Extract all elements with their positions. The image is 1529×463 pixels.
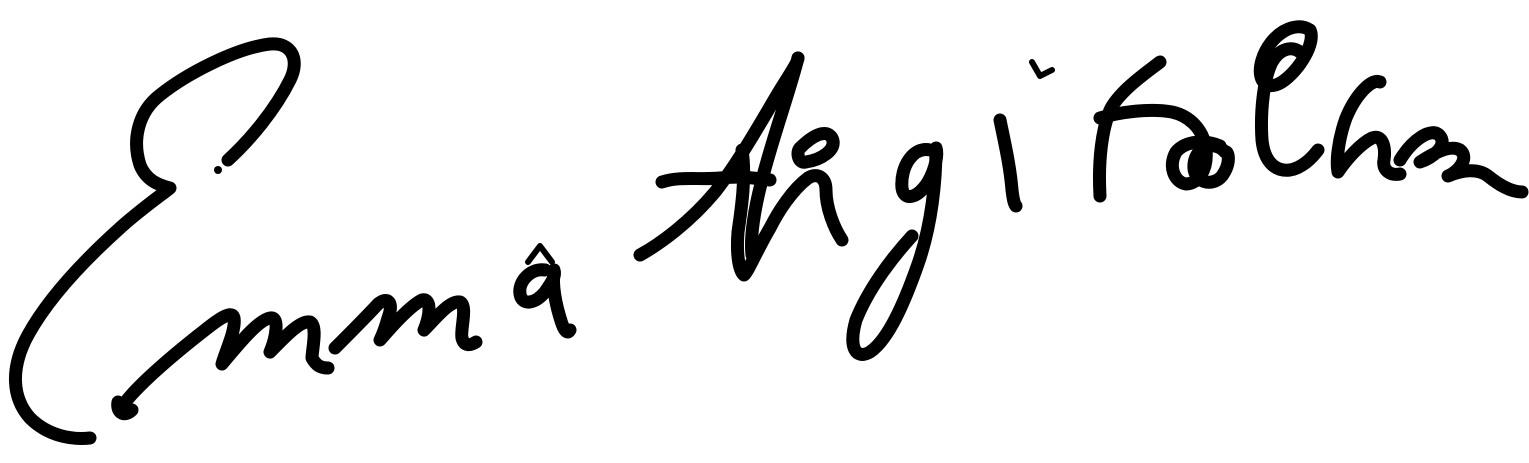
- stroke-i: [1000, 120, 1016, 206]
- stroke-a: [520, 270, 570, 332]
- stroke-e-dot: [214, 166, 222, 174]
- stroke-eva: [1400, 133, 1522, 192]
- stroke-m-1: [120, 315, 328, 410]
- stroke-i-hat: [1032, 62, 1052, 76]
- signature-strokes: [15, 27, 1522, 439]
- stroke-m-2: [335, 300, 476, 348]
- stroke-K-stem: [1099, 62, 1160, 196]
- stroke-g: [853, 148, 937, 354]
- stroke-h2: [1337, 81, 1400, 174]
- stroke-A-cross: [662, 177, 770, 182]
- stroke-a-hat: [528, 246, 552, 262]
- stroke-e2: [798, 133, 833, 162]
